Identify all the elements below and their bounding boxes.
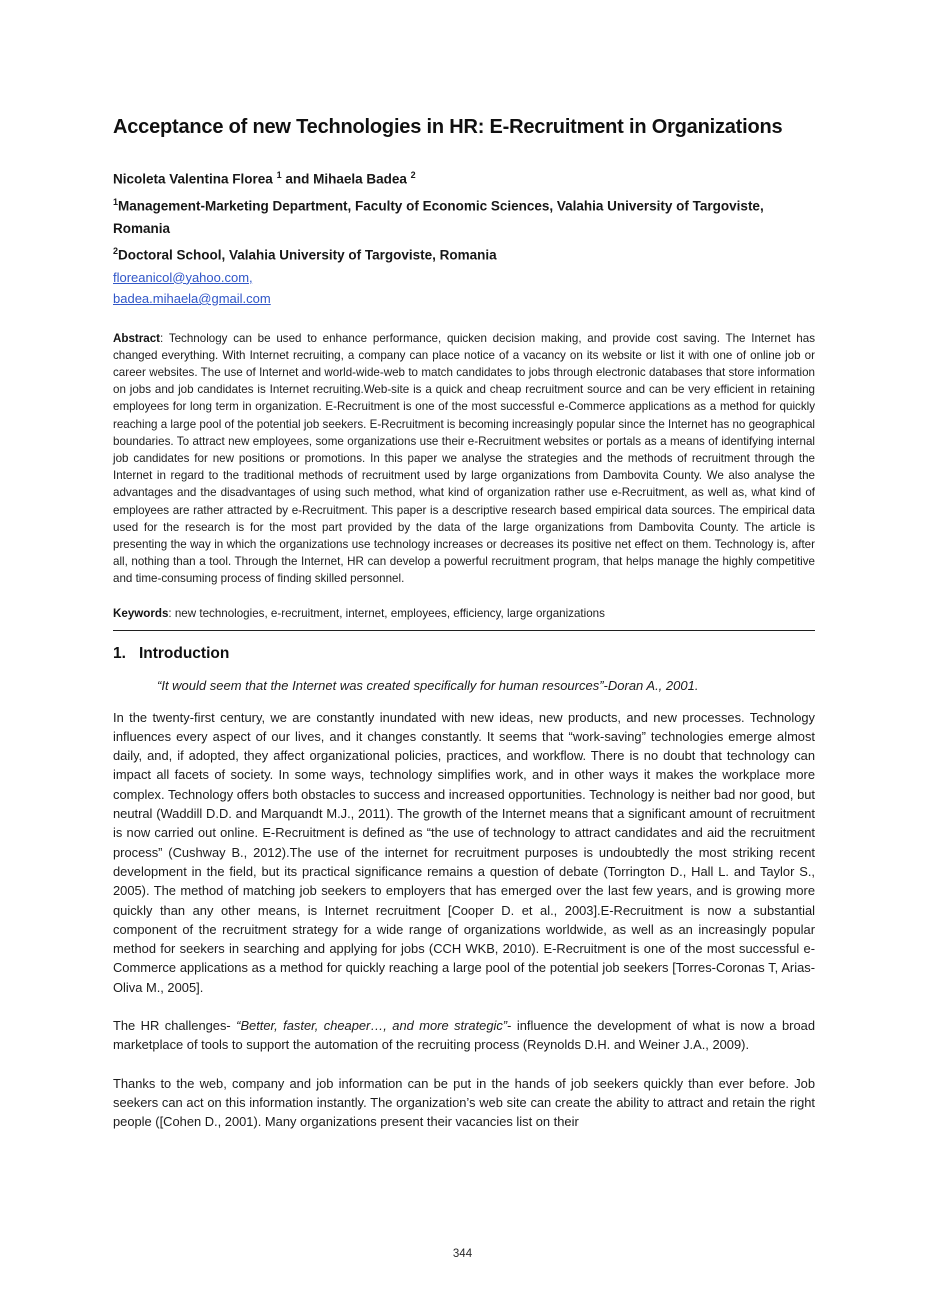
section-title: Introduction xyxy=(138,644,230,662)
section-heading-introduction xyxy=(113,645,815,663)
paragraph-2-italic-quote: “Better, faster, cheaper…, and more strategic” xyxy=(236,1018,508,1033)
abstract-label: Abstract xyxy=(113,331,161,345)
author-line xyxy=(113,164,815,191)
affiliation-2-superscript: 2 xyxy=(113,246,119,256)
keywords-label: Keywords xyxy=(113,606,169,620)
author-2-name: and Mihaela Badea xyxy=(281,171,411,187)
email-link-badea[interactable]: badea.mihaela@gmail.com xyxy=(113,291,271,306)
page-content xyxy=(113,0,815,1131)
affiliation-2 xyxy=(113,240,815,267)
paragraph-2-post: - influence the development of what is now a broad marketplace of tools to support the automation of the recruiting process (Reynolds D.H. and Weiner J.A., 2009). xyxy=(113,1018,815,1053)
email-line-1 xyxy=(113,267,815,289)
keywords-text: : new technologies, e-recruitment, internet, employees, efficiency, large organizations xyxy=(168,606,605,620)
author-1-name: Nicoleta Valentina Florea xyxy=(113,171,277,187)
section-number: 1. xyxy=(113,644,126,662)
page-title: Acceptance of new Technologies in HR: E-Recruitment in Organizations xyxy=(113,116,783,138)
affiliation-1-text: Management-Marketing Department, Faculty of Economic Sciences, Valahia University of Targoviste, Romania xyxy=(113,198,764,236)
intro-paragraph-2 xyxy=(113,1016,815,1055)
affiliation-2-text: Doctoral School, Valahia University of Targoviste, Romania xyxy=(118,247,497,263)
keywords-line xyxy=(113,605,815,631)
email-line-2 xyxy=(113,288,815,310)
author-2-superscript: 2 xyxy=(410,170,416,180)
affiliation-1 xyxy=(113,191,815,241)
abstract-text: : Technology can be used to enhance performance, quicken decision making, and provide cost saving. The Internet has changed everything. With Internet recruiting, a company can place notice of a vacancy on its website or list it with one of online job or career websites. The use of Internet and world-wide-web to match candidates to jobs through electronic databases that store information on jobs and job candidates is Internet recruiting.Web-site is a quick and cheap recruitment source and can be very efficient in retaining employees for long term in organization. E-Recruitment is one of the most successful e-Commerce applications as a method for quickly reaching a large pool of the potential job seekers. E-Recruitment is becoming increasingly popular since the Internet has no geographical boundaries. To attract new employees, some organizations use their e-Recruitment websites or portals as a means of identifying internal job candidates for new positions or promotions. In this paper we analyse the strategies and the methods of recruitment through the Internet in regard to the traditional methods of recruitment used by large organizations from Dambovita County. We also analyse the advantages and the disadvantages of using such method, what kind of organization rather use e-Recruitment, as well as, what kind of employees are rather attracted by e-Recruitment. This paper is a descriptive research based empirical data sources. The empirical data used for the research is for the most part provided by the data of the large organizations from Dambovita County. The article is presenting the way in which the organizations use technology increases or decreases its positive net effect on them. Technology is, after all, nothing than a tool. Through the Internet, HR can develop a powerful recruitment program, that helps manage the highly competitive and time-consuming process of finding skilled personnel. xyxy=(113,331,815,586)
affiliation-1-superscript: 1 xyxy=(113,196,119,207)
intro-paragraph-1: In the twenty-first century, we are constantly inundated with new ideas, new products, and new processes. Technology influences every aspect of our lives, and it changes constantly. It seems that “work-saving” technologies emerge almost daily, and, if adopted, they affect organizational policies, practices, and workflow. There is no doubt that technology can impact all facets of society. In some ways, technology simplifies work, and in other ways it makes the workplace more complex. Technology offers both obstacles to success and increased opportunities. Technology is neither bad nor good, but neutral (Waddill D.D. and Marquandt M.J., 2011). The growth of the Internet means that a significant amount of recruitment is now carried out online. E-Recruitment is defined as “the use of technology to attract candidates and aid the recruitment process” (Cushway B., 2012).The use of the internet for recruitment purposes is undoubtedly the most striking recent development in the field, but its practical significance remains a question of debate (Torrington D., Hall L. and Taylor S., 2005). The method of matching job seekers to employers that has emerged over the last few years, and is growing more quickly than any other means, is Internet recruitment [Cooper D. et al., 2003].E-Recruitment is now a substantial component of the recruitment strategy for a wide range of organizations worldwide, as well as an increasingly popular method for seekers in searching and applying for jobs (CCH WKB, 2010). E-Recruitment is one of the most successful e-Commerce applications as a method for quickly reaching a large pool of the potential job seekers [Torres-Coronas T, Arias-Oliva M., 2005]. xyxy=(113,709,815,995)
author-1-superscript: 1 xyxy=(276,170,282,180)
intro-paragraph-3: Thanks to the web, company and job information can be put in the hands of job seekers quickly than ever before. Job seekers can act on this information instantly. The organization’s web site can create the ability to attract and retain the right people ([Cohen D., 2001). Many organizations present their vacancies list on their xyxy=(113,1075,815,1130)
page-number: 344 xyxy=(452,1248,473,1260)
abstract-paragraph xyxy=(113,330,815,588)
paragraph-2-pre: The HR challenges- xyxy=(113,1018,237,1033)
intro-quote: “It would seem that the Internet was created specifically for human resources”-Doran A., 2001. xyxy=(157,677,699,693)
email-link-florea[interactable]: floreanicol@yahoo.com, xyxy=(113,269,253,285)
